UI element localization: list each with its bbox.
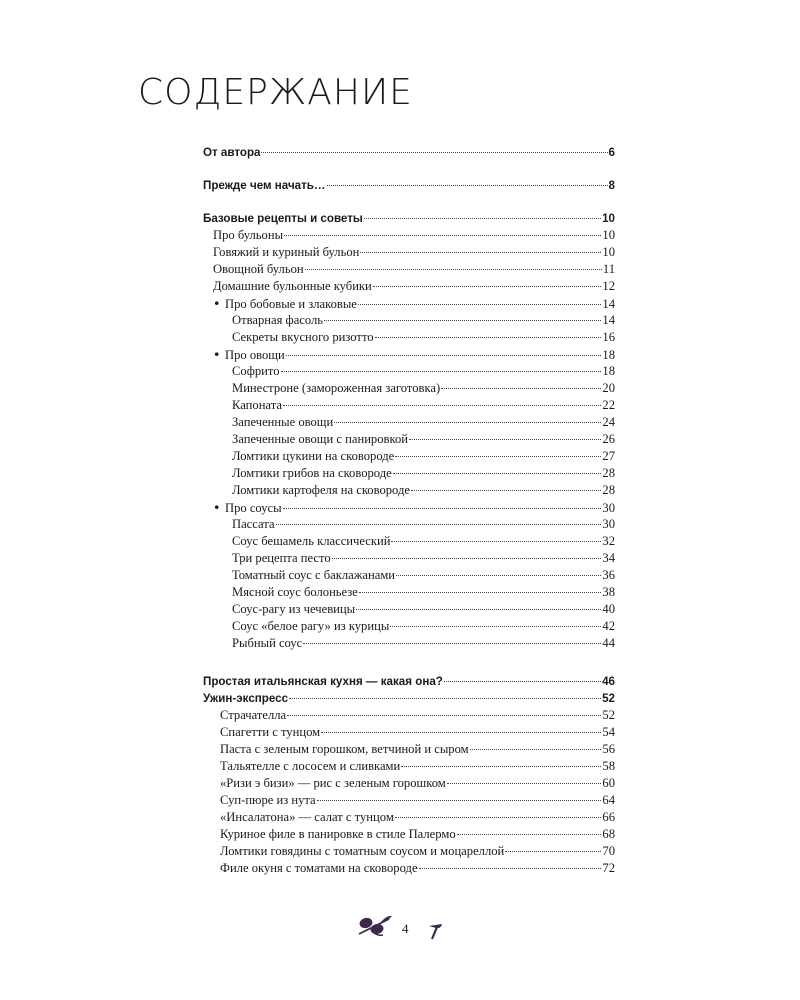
toc-entry-page: 66 [602,810,615,824]
toc-entry[interactable] [203,860,615,877]
toc-section[interactable] [203,346,615,363]
toc-entry-page: 24 [602,415,615,429]
toc-entry[interactable] [203,414,615,431]
toc-entry-page: 44 [602,636,615,650]
toc-entry-title: Отварная фасоль [232,313,324,327]
toc-entry-page: 70 [602,844,615,858]
toc-entry-page: 27 [602,449,615,463]
toc-entry-page: 18 [602,348,615,362]
toc-entry[interactable] [203,380,615,397]
toc-entry-title: Ломтики говядины с томатным соусом и моцареллой [220,844,505,858]
bullet-icon: • [213,296,221,311]
toc-entry-title: «Ризи э бизи» — рис с зеленым горошком [220,776,446,790]
toc-entry-page: 40 [602,602,615,616]
toc-entry[interactable] [203,584,615,601]
toc-entry-title: Соус бешамель классический [232,534,391,548]
toc-entry[interactable] [203,792,615,809]
dot-leader [283,508,602,509]
toc-entry-title: Про бобовые и злаковые [225,297,357,311]
toc-entry[interactable] [203,741,615,758]
dot-leader [401,766,601,767]
toc-entry[interactable] [203,707,615,724]
toc-entry-title: От автора [203,146,261,159]
dot-leader [447,783,602,784]
toc-entry-title: Филе окуня с томатами на сковороде [220,861,418,875]
toc-chapter[interactable] [203,690,615,707]
toc-entry-title: Минестроне (замороженная заготовка) [232,381,441,395]
toc-entry-title: Запеченные овощи с панировкой [232,432,408,446]
dot-leader [419,868,602,869]
toc-entry-page: 30 [602,501,615,515]
toc-entry-page: 11 [602,262,615,276]
page-title: СОДЕРЖАНИЕ [138,72,413,113]
dot-leader [324,320,601,321]
bullet-icon: • [213,347,221,362]
toc-entry-title: Про бульоны [213,228,284,242]
toc-entry-page: 38 [602,585,615,599]
toc-entry-title: Тальятелле с лососем и сливками [220,759,401,773]
toc-entry-title: Три рецепта песто [232,551,331,565]
toc-entry-title: Секреты вкусного ризотто [232,330,374,344]
dot-leader [409,439,601,440]
toc-chapter[interactable] [203,210,615,227]
dot-leader [441,388,601,389]
dot-leader [359,592,602,593]
dot-leader [283,405,601,406]
toc-entry-title: Томатный соус с баклажанами [232,568,396,582]
toc-entry-page: 6 [608,146,615,159]
toc-entry-title: Про соусы [225,501,282,515]
toc-entry[interactable] [203,448,615,465]
toc-entry-page: 64 [602,793,615,807]
toc-entry-title: Ломтики картофеля на сковороде [232,483,410,497]
toc-entry-page: 28 [602,483,615,497]
toc-entry-page: 42 [602,619,615,633]
toc-entry-title: Паста с зеленым горошком, ветчиной и сыром [220,742,469,756]
page-footer [0,908,800,948]
dot-leader [327,185,608,186]
bullet-icon: • [213,500,221,515]
toc-entry[interactable] [203,278,615,295]
toc-entry-title: Соус-рагу из чечевицы [232,602,356,616]
dot-leader [470,749,602,750]
toc-entry[interactable] [203,635,615,652]
toc-entry-title: Мясной соус болоньезе [232,585,358,599]
toc-entry-title: Соус «белое рагу» из курицы [232,619,390,633]
toc-entry-title: Про овощи [225,348,285,362]
dot-leader [303,643,601,644]
toc-entry-title: Домашние бульонные кубики [213,279,372,293]
dot-leader [395,456,601,457]
dot-leader [411,490,601,491]
toc-entry-title: Говяжий и куриный бульон [213,245,360,259]
dot-leader [396,575,601,576]
toc-entry-page: 20 [602,381,615,395]
dot-leader [334,422,601,423]
dot-leader [281,371,602,372]
toc-entry-page: 58 [602,759,615,773]
toc-section[interactable] [203,499,615,516]
table-of-contents [203,144,615,877]
toc-entry[interactable] [203,843,615,860]
toc-entry[interactable] [203,244,615,261]
toc-section[interactable] [203,295,615,312]
toc-entry-title: Простая итальянская кухня — какая она? [203,675,443,688]
toc-entry-title: Страчателла [220,708,287,722]
toc-gap [203,161,615,177]
toc-entry-page: 10 [602,245,615,259]
toc-entry-title: «Инсалатона» — салат с тунцом [220,810,394,824]
toc-entry[interactable] [203,533,615,550]
toc-entry-page: 16 [602,330,615,344]
toc-chapter[interactable] [203,177,615,194]
toc-entry[interactable] [203,567,615,584]
dot-leader [364,218,601,219]
toc-entry-title: Пассата [232,517,275,531]
dot-leader [356,609,601,610]
toc-entry-title: Ломтики цукини на сковороде [232,449,395,463]
toc-entry[interactable] [203,363,615,380]
toc-entry-title: Запеченные овощи [232,415,334,429]
toc-entry-title: Капоната [232,398,282,412]
dot-leader [287,715,601,716]
toc-entry-page: 60 [602,776,615,790]
page-number: 4 [402,921,409,936]
toc-entry[interactable] [203,516,615,533]
dot-leader [444,681,601,682]
toc-entry-page: 12 [602,279,615,293]
toc-entry[interactable] [203,431,615,448]
toc-entry[interactable] [203,826,615,843]
toc-entry-page: 28 [602,466,615,480]
toc-entry[interactable] [203,312,615,329]
dot-leader [391,541,601,542]
dot-leader [286,355,602,356]
toc-chapter[interactable] [203,144,615,161]
dot-leader [276,524,602,525]
dot-leader [289,698,601,699]
dot-leader [305,269,602,270]
toc-entry-page: 56 [602,742,615,756]
leaf-arrow-icon [428,922,444,945]
toc-entry[interactable] [203,601,615,618]
toc-entry-page: 32 [602,534,615,548]
dot-leader [358,304,602,305]
dot-leader [360,252,601,253]
dot-leader [457,834,602,835]
toc-entry[interactable] [203,329,615,346]
dot-leader [373,286,602,287]
dot-leader [332,558,602,559]
toc-entry-page: 30 [602,517,615,531]
toc-entry-title: Овощной бульон [213,262,304,276]
toc-entry[interactable] [203,482,615,499]
toc-entry[interactable] [203,465,615,482]
toc-entry[interactable] [203,550,615,567]
toc-entry[interactable] [203,227,615,244]
toc-entry-page: 72 [602,861,615,875]
toc-entry[interactable] [203,618,615,635]
toc-entry-page: 52 [602,708,615,722]
toc-entry-page: 54 [602,725,615,739]
toc-entry[interactable] [203,775,615,792]
toc-entry-title: Рыбный соус [232,636,303,650]
toc-entry-page: 8 [608,179,615,192]
toc-entry-page: 14 [602,313,615,327]
toc-gap [203,652,615,673]
toc-entry-title: Базовые рецепты и советы [203,212,363,225]
toc-entry-page: 36 [602,568,615,582]
dot-leader [284,235,601,236]
toc-entry-title: Куриное филе в панировке в стиле Палермо [220,827,456,841]
toc-entry-page: 46 [602,675,615,688]
dot-leader [261,152,607,153]
olive-branch-icon [357,914,393,943]
toc-entry-page: 68 [602,827,615,841]
toc-entry[interactable] [203,397,615,414]
toc-entry[interactable] [203,758,615,775]
toc-entry-title: Спагетти с тунцом [220,725,321,739]
toc-entry-title: Софрито [232,364,280,378]
toc-entry-title: Прежде чем начать… [203,179,326,192]
toc-entry-page: 26 [602,432,615,446]
dot-leader [321,732,601,733]
dot-leader [390,626,601,627]
toc-entry-title: Ломтики грибов на сковороде [232,466,392,480]
toc-entry-page: 52 [602,692,615,705]
toc-gap [203,194,615,210]
toc-entry-page: 10 [602,212,615,225]
toc-entry[interactable] [203,261,615,278]
toc-entry-page: 34 [602,551,615,565]
toc-entry-title: Ужин-экспресс [203,692,289,705]
toc-entry-page: 22 [602,398,615,412]
toc-entry[interactable] [203,724,615,741]
dot-leader [317,800,602,801]
toc-entry-page: 18 [602,364,615,378]
toc-entry-page: 10 [602,228,615,242]
toc-chapter[interactable] [203,673,615,690]
toc-entry-title: Суп-пюре из нута [220,793,316,807]
toc-entry-page: 14 [602,297,615,311]
dot-leader [395,817,602,818]
dot-leader [505,851,601,852]
toc-entry[interactable] [203,809,615,826]
dot-leader [375,337,602,338]
dot-leader [393,473,602,474]
